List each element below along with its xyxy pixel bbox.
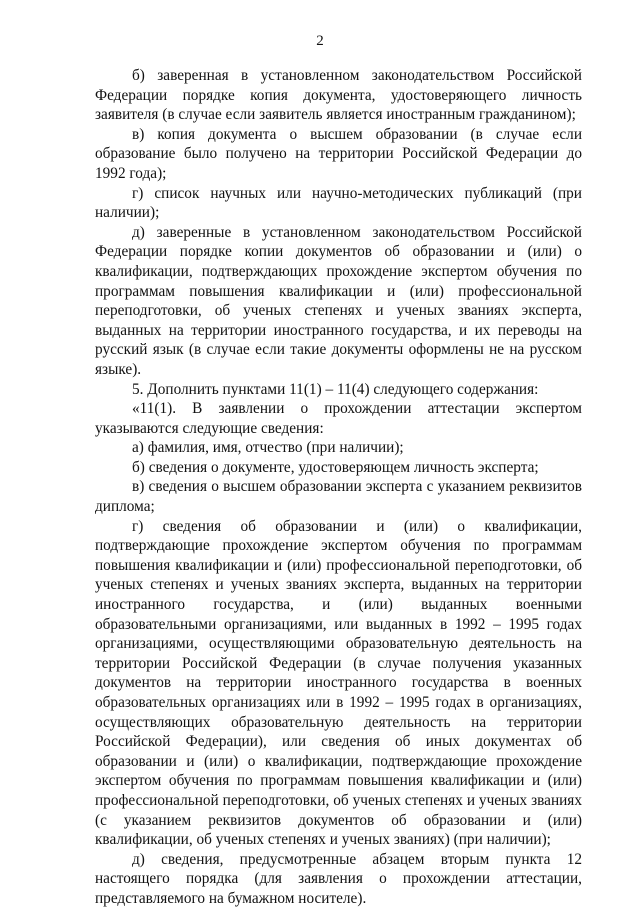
paragraph-item-v: в) копия документа о высшем образовании (в случае если образование было получено на территории Российской Федерации до 1992 года);	[95, 125, 582, 182]
paragraph-clause-11-1: «11(1). В заявлении о прохождении аттестации экспертом указываются следующие сведения:	[95, 400, 582, 437]
paragraph-subitem-v: в) сведения о высшем образовании эксперта с указанием реквизитов диплома;	[95, 478, 582, 516]
document-body	[95, 66, 582, 909]
page-number: 2	[316, 33, 324, 49]
paragraph-item-g: г) список научных или научно-методических публикаций (при наличии);	[95, 184, 582, 222]
paragraph-subitem-d: д) сведения, предусмотренные абзацем вторым пункта 12 настоящего порядка (для заявления о прохождении аттестации, представляемого на бумажном носителе).	[95, 850, 582, 907]
paragraph-subitem-g: г) сведения об образовании и (или) о квалификации, подтверждающие прохождение экспертом обучения по программам повышения квалификации и (или) профессиональной переподготовки, об ученых степенях и ученых званиях эксперта, выданных на территории иностранного государства, и (или) выданных военными образовательными организациями, или выданных в 1992 – 1995 годах организациями, осуществляющими образовательную деятельность на территории Российской Федерации (в случае получения указанных документов на территории иностранного государства в военных образовательных организациях или в 1992 – 1995 годах в организациях, осуществляющих образовательную деятельность на территории Российской Федерации), или сведения об иных документах об образовании и (или) о квалификации, подтверждающие прохождение экспертом обучения по программам повышения квалификации и (или) профессиональной переподготовки, об ученых степенях и ученых званиях (с указанием реквизитов документов об образовании и (или) квалификации, об ученых степенях и ученых званиях) (при наличии);	[95, 517, 582, 849]
paragraph-item-b: б) заверенная в установленном законодательством Российской Федерации порядке копия документа, удостоверяющего личность заявителя (в случае если заявитель является иностранным гражданином);	[95, 67, 582, 124]
paragraph-subitem-a: а) фамилия, имя, отчество (при наличии);	[132, 439, 404, 457]
paragraph-item-d: д) заверенные в установленном законодательством Российской Федерации порядке копии документов об образовании и (или) о квалификации, подтверждающих прохождение экспертом обучения по программам повышения квалификации и (или) профессиональной переподготовки, об ученых степенях и ученых званиях эксперта, выданных на территории иностранного государства, и их переводы на русский язык (в случае если такие документы оформлены не на русском языке).	[95, 223, 582, 378]
paragraph-amendment-5: 5. Дополнить пунктами 11(1) – 11(4) следующего содержания:	[132, 380, 539, 398]
paragraph-subitem-b: б) сведения о документе, удостоверяющем личность эксперта;	[132, 458, 539, 476]
